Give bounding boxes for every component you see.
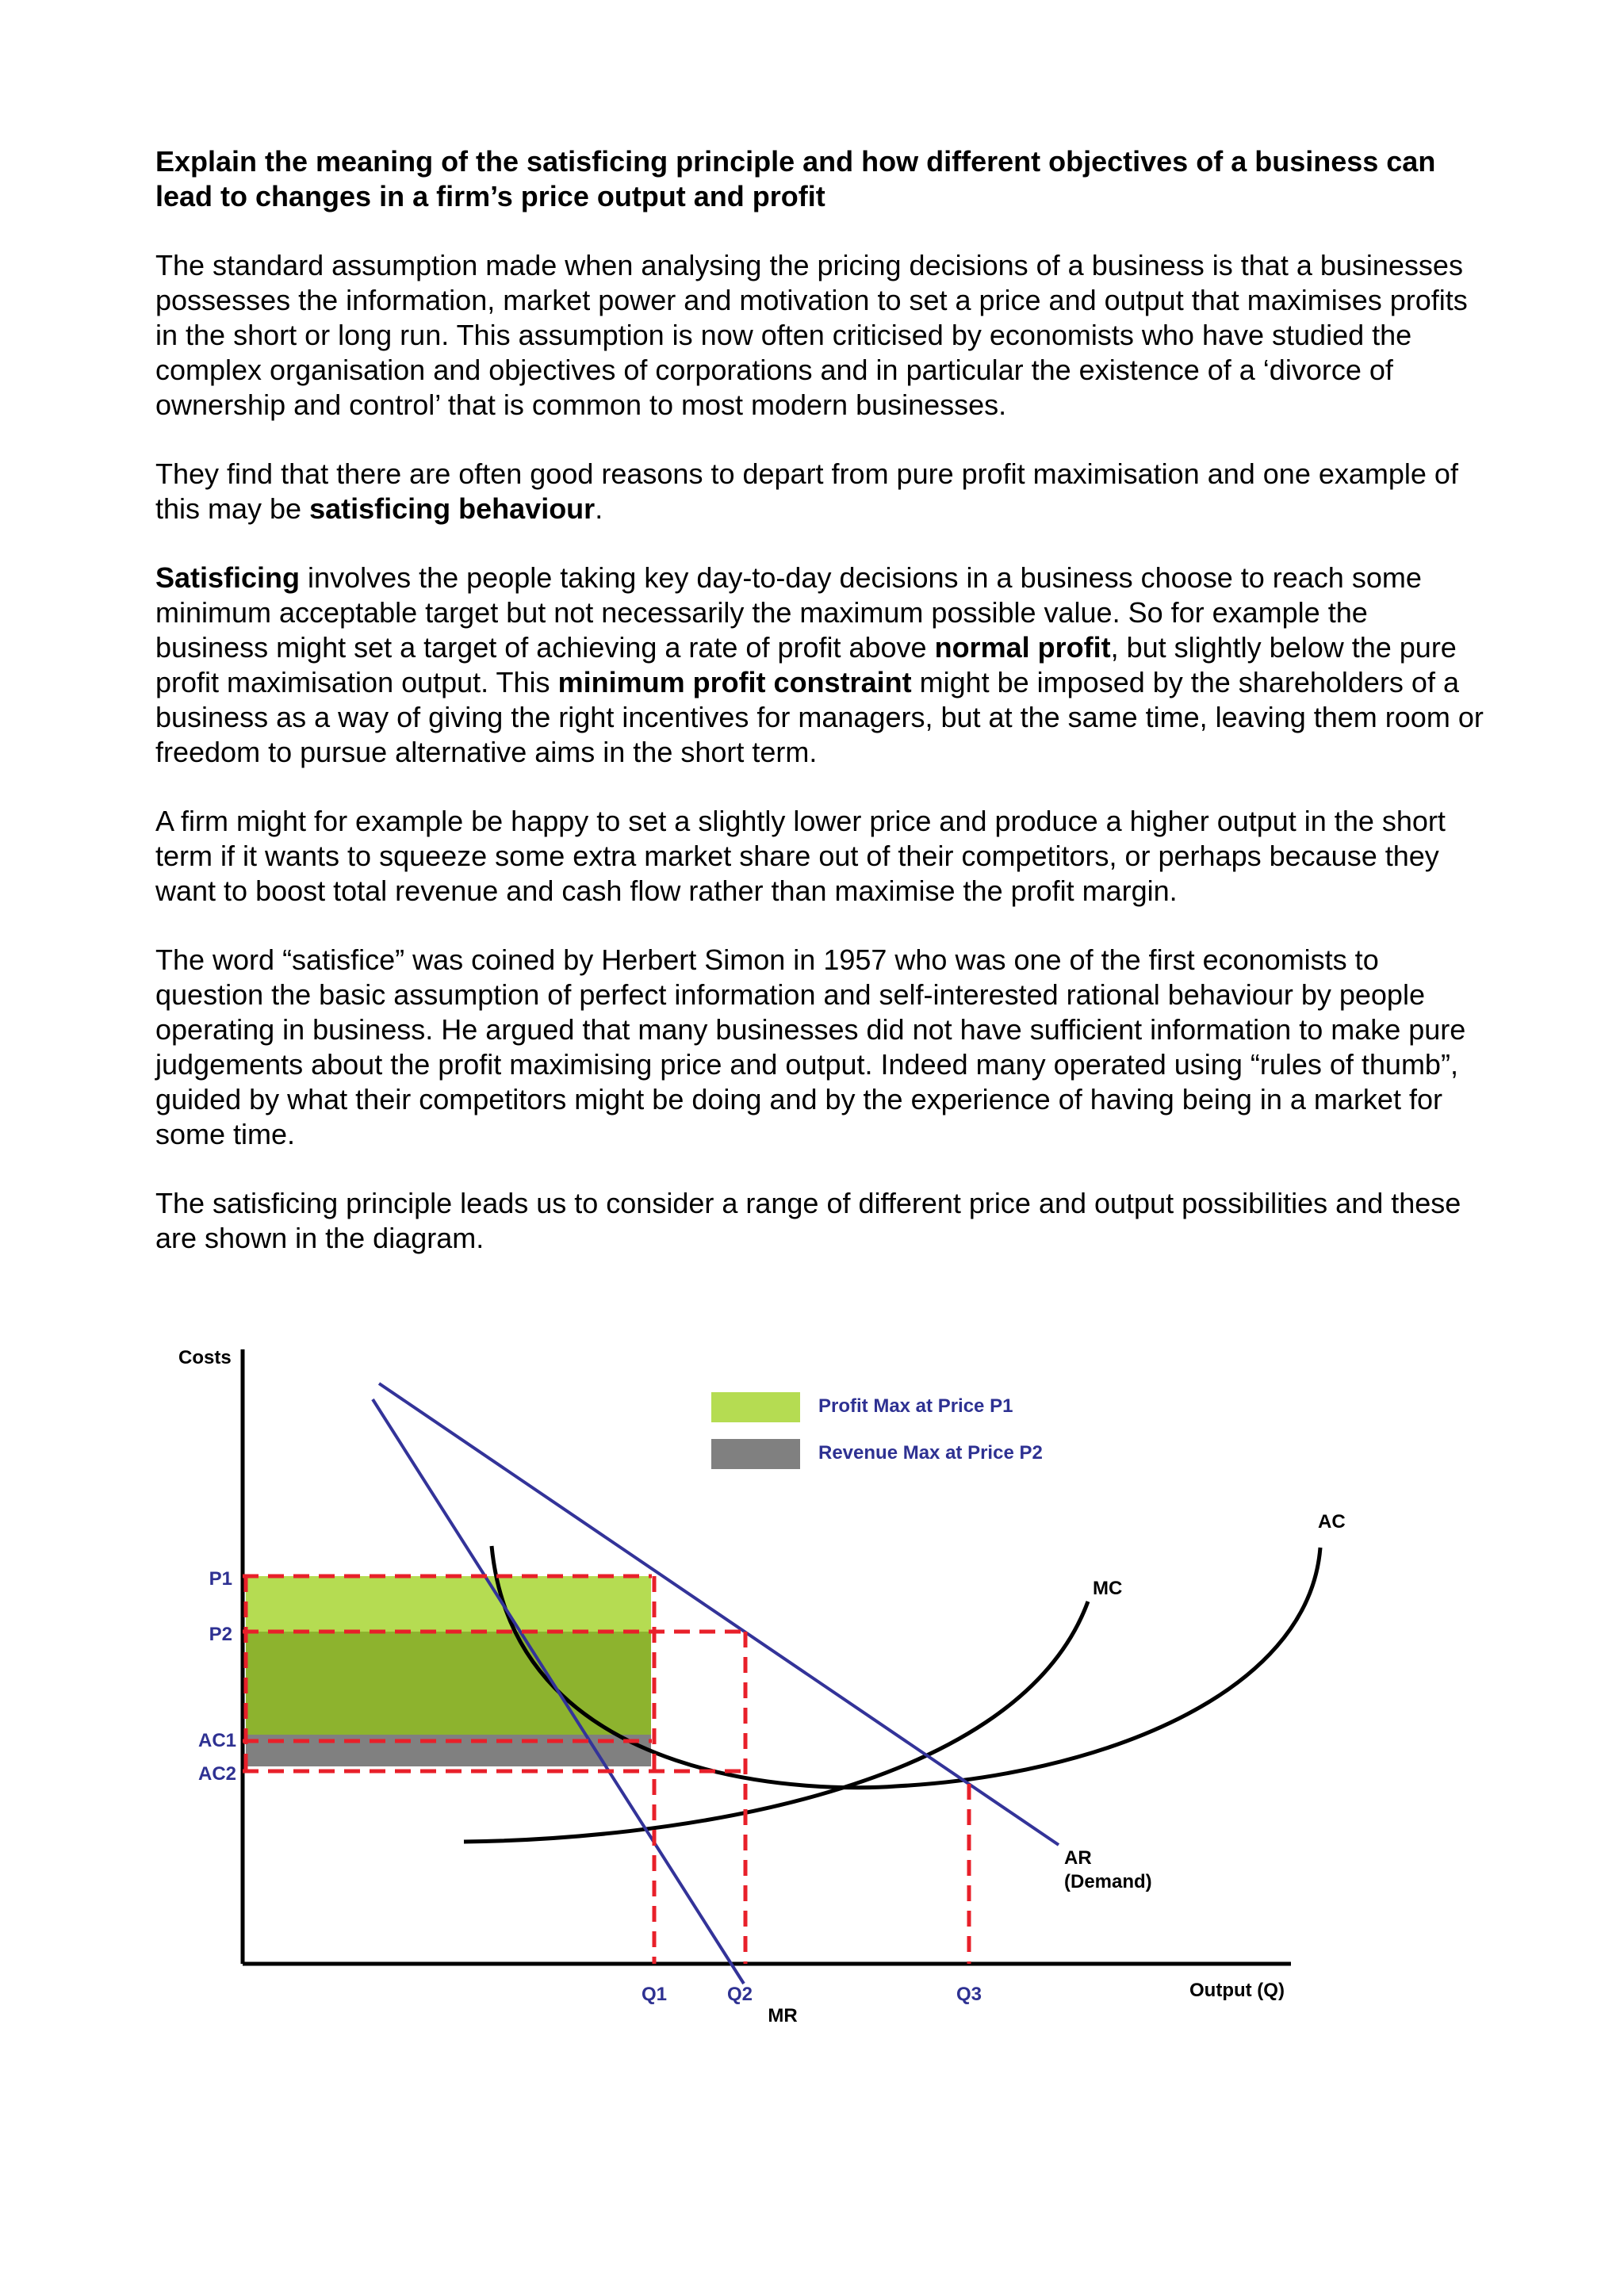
ac1-label: AC1	[197, 1730, 236, 1751]
paragraph-text: The word “satisfice” was coined by Herbert Simon in 1957 who was one of the first economists to question the basic assumption of perfect information and self-interested rational behaviour by people operating in business. He argued that many businesses did not have sufficient information to make pure judgements about the profit maximising price and output. Indeed many operated using “rules of thumb”, guided by what their competitors might be doing and by the experience of having being in a market for some time.	[155, 943, 1466, 1150]
paragraph-text: The standard assumption made when analysing the pricing decisions of a business is that a businesses possesses the information, market power and motivation to set a price and output that maximises profits in the short or long run. This assumption is now often criticised by economists who have studied the complex organisation and objectives of corporations and in particular the existence of a ‘divorce of ownership and control’ that is common to most modern businesses.	[155, 249, 1468, 421]
y-axis-label: Costs	[178, 1347, 232, 1368]
mr-label: MR	[768, 2005, 798, 2026]
demand-label: (Demand)	[1064, 1871, 1152, 1892]
x-axis-label: Output (Q)	[1189, 1980, 1285, 2001]
ac-label: AC	[1318, 1511, 1346, 1533]
legend-label-revenue: Revenue Max at Price P2	[818, 1442, 1043, 1464]
profit-max-area	[246, 1576, 651, 1632]
p1-label: P1	[209, 1568, 232, 1590]
paragraph-text: involves the people taking key day-to-day decisions in a business choose to reach some minimum acceptable target but not necessarily the maximum possible value. So for example the business might set a target of achieving a rate of profit above	[155, 561, 1422, 664]
p2-label: P2	[209, 1624, 232, 1645]
q2-label: Q2	[726, 1984, 753, 2005]
paragraph-text: A firm might for example be happy to set a slightly lower price and produce a higher output in the short term if it wants to squeeze some extra market share out of their competitors, or perhaps because they want to boost total revenue and cash flow rather than maximise the profit margin.	[155, 805, 1446, 907]
paragraph-text: .	[595, 492, 603, 525]
ac2-label: AC2	[197, 1763, 236, 1785]
legend-label-profit: Profit Max at Price P1	[818, 1395, 1013, 1417]
bold-term: normal profit	[934, 631, 1111, 664]
bold-term: satisficing behaviour	[309, 492, 596, 525]
legend-swatch-revenue	[711, 1439, 800, 1469]
paragraph-text: might be imposed by the shareholders of a business as a way of giving the right incentives for managers, but at the same time, leaving them room or freedom to pursue alternative aims in the short term.	[155, 666, 1484, 768]
bold-term: Satisficing	[155, 561, 301, 594]
bold-term: minimum profit constraint	[557, 666, 912, 698]
mc-label: MC	[1093, 1578, 1123, 1599]
ar-label: AR	[1064, 1847, 1092, 1869]
paragraph-text: The satisficing principle leads us to consider a range of different price and output possibilities and these are shown in the diagram.	[155, 1187, 1461, 1254]
document-title: Explain the meaning of the satisficing principle and how different objectives of a business can lead to changes in a firm’s price output and profit	[155, 145, 1436, 212]
legend-swatch-profit	[711, 1392, 800, 1422]
q1-label: Q1	[641, 1984, 668, 2005]
paragraph-text: , but slightly below the pure profit maximisation output. This	[155, 631, 1457, 698]
q3-label: Q3	[956, 1984, 982, 2005]
paragraph-text: They find that there are often good reasons to depart from pure profit maximisation and one example of this may be	[155, 457, 1458, 525]
